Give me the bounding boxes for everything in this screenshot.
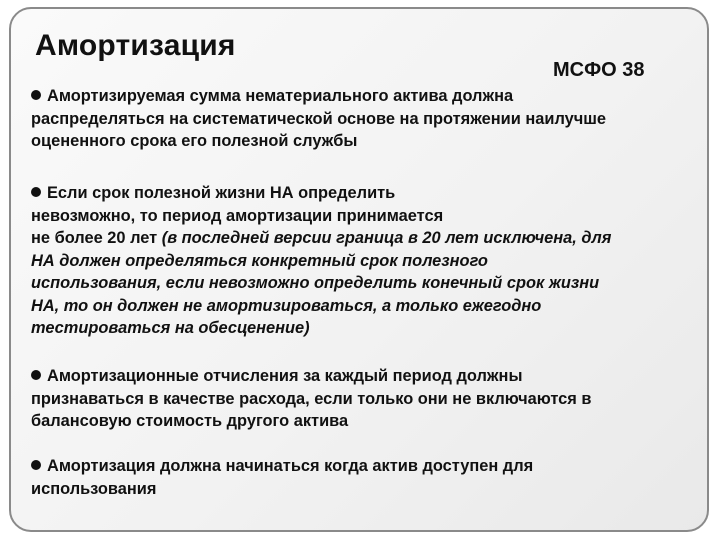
- bullet-line: Амортизация должна начинаться когда актив доступен для: [31, 455, 533, 478]
- bullet-item: [31, 365, 591, 433]
- bullet-item: [31, 182, 611, 340]
- bullet-line: невозможно, то период амортизации принимается: [31, 206, 444, 225]
- bullet-item: [31, 85, 606, 153]
- italic-note: (в последней версии граница в 20 лет исключена, для: [161, 229, 612, 247]
- bullet-line: распределяться на систематической основе на протяжении наилучше: [31, 109, 607, 128]
- bullet-dot-icon: [31, 370, 41, 380]
- slide-title: Амортизация: [35, 29, 236, 62]
- bullet-line: не более 20 лет (в последней версии граница в 20 лет исключена, для: [31, 229, 612, 247]
- bullet-line: Если срок полезной жизни НА определить: [31, 182, 611, 205]
- italic-note-line: НА, то он должен не амортизироваться, а только ежегодно: [31, 296, 542, 315]
- bullet-line: Амортизируемая сумма нематериального актива должна: [31, 85, 606, 108]
- slide-frame: [9, 7, 709, 532]
- bullet-dot-icon: [31, 90, 41, 100]
- bullet-line: использования: [31, 479, 157, 498]
- bullet-line: Амортизационные отчисления за каждый период должны: [31, 365, 591, 388]
- bullet-line: признаваться в качестве расхода, если только они не включаются в: [31, 389, 592, 408]
- bullet-dot-icon: [31, 187, 41, 197]
- bullet-item: [31, 455, 533, 500]
- bullet-line: оцененного срока его полезной службы: [31, 132, 358, 150]
- standard-label: МСФО 38: [553, 59, 645, 81]
- italic-note-line: НА должен определяться конкретный срок полезного: [31, 251, 488, 270]
- bullet-line: балансовую стоимость другого актива: [31, 412, 349, 430]
- bullet-dot-icon: [31, 460, 41, 470]
- italic-note-line: тестироваться на обесценение): [31, 319, 310, 337]
- italic-note-line: использования, если невозможно определить конечный срок жизни: [31, 274, 600, 292]
